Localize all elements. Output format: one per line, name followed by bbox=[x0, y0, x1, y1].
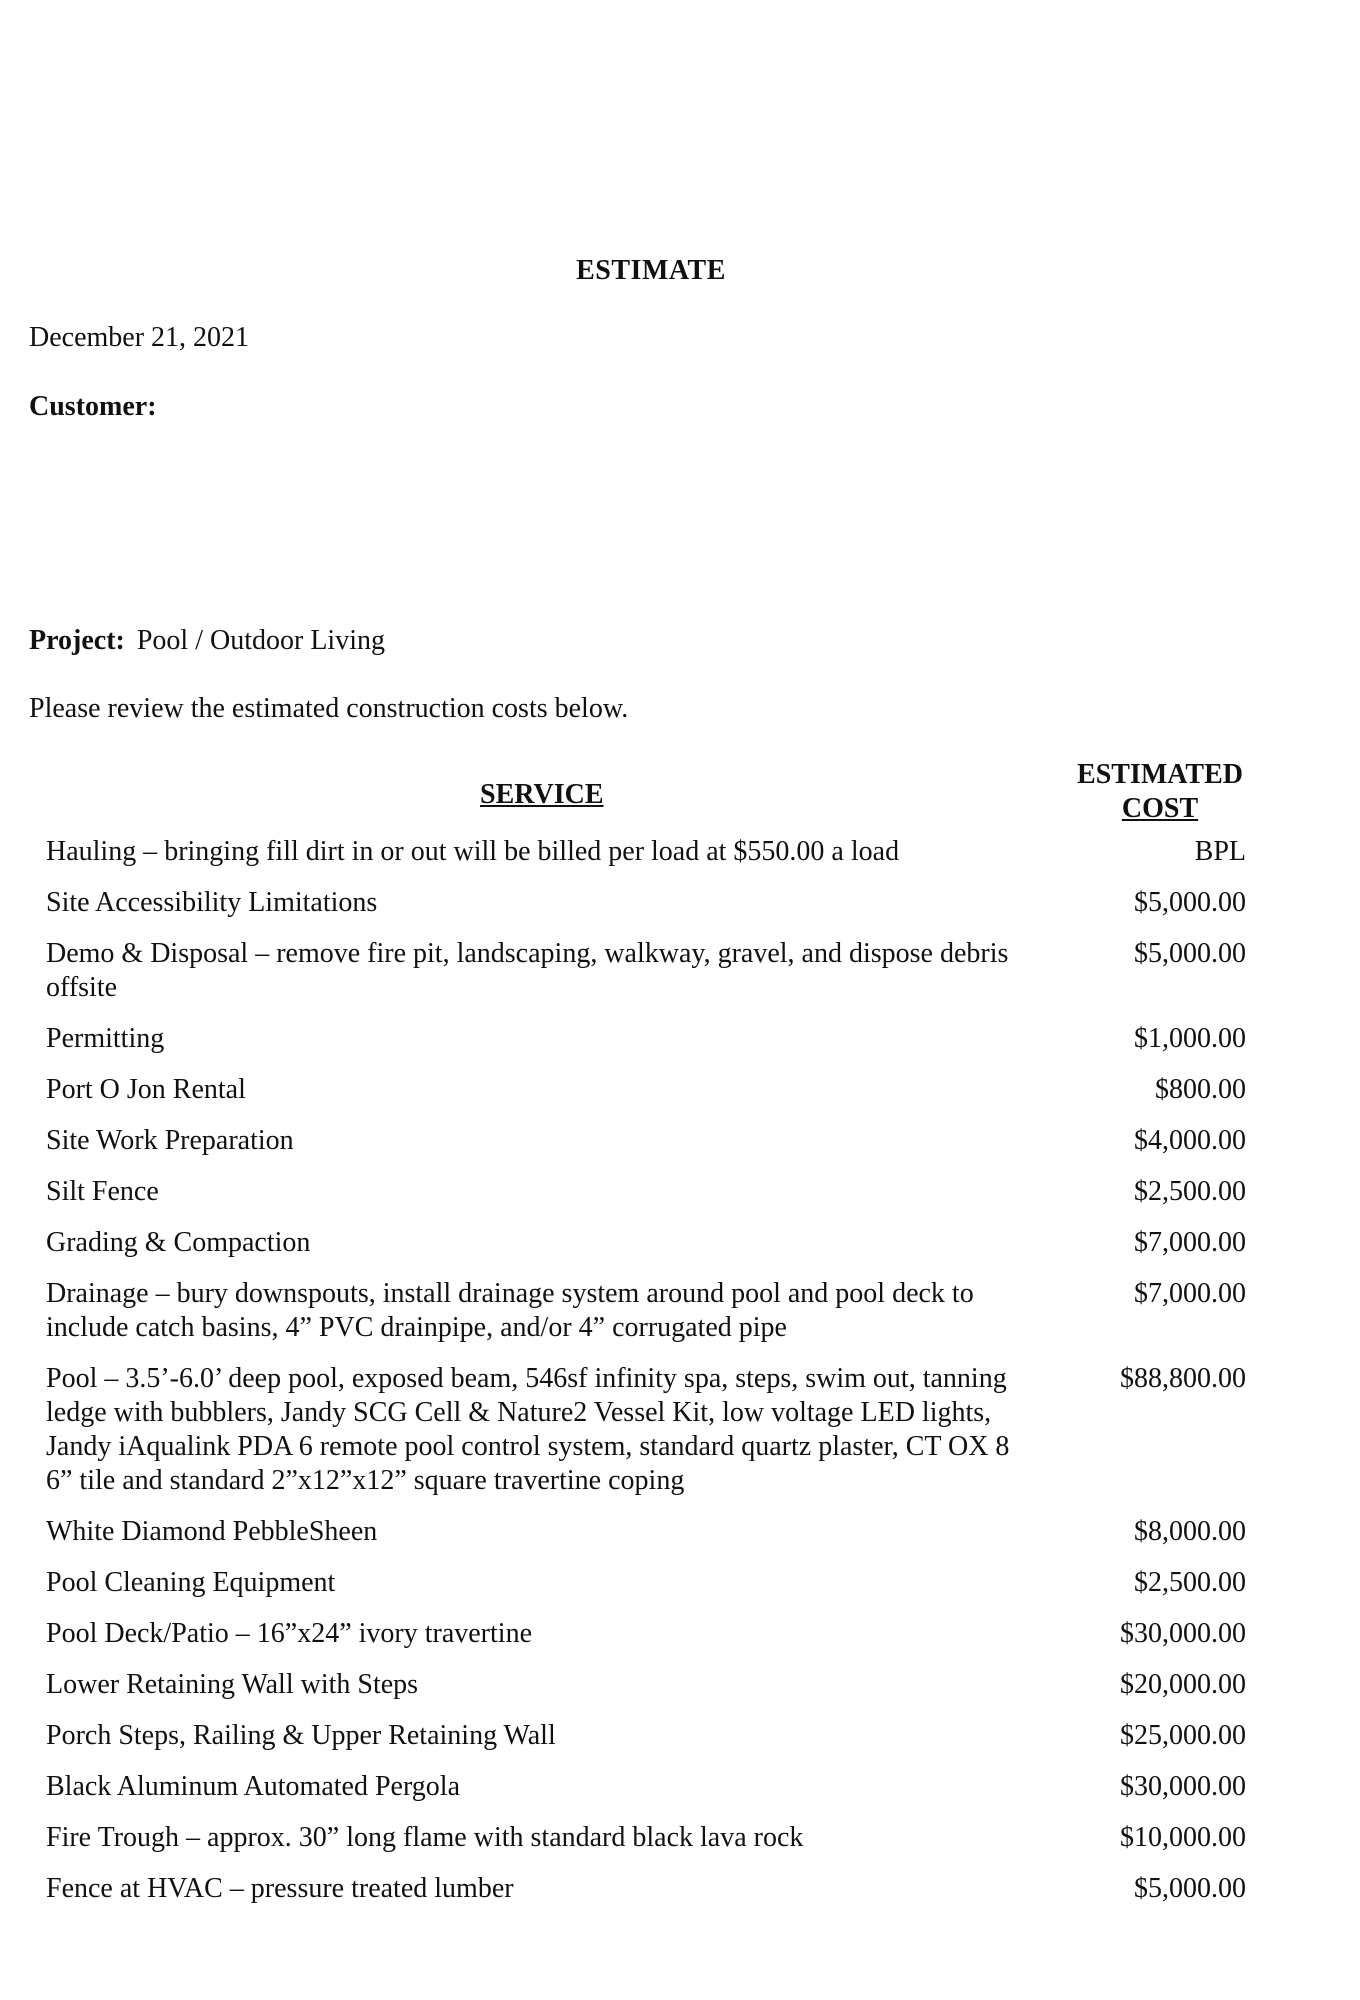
service-cost: $2,500.00 bbox=[1134, 1176, 1246, 1207]
service-description: Grading & Compaction bbox=[46, 1227, 311, 1258]
service-cost: $30,000.00 bbox=[1120, 1618, 1246, 1649]
table-row bbox=[46, 1226, 1246, 1260]
service-cost: $5,000.00 bbox=[1134, 1873, 1246, 1904]
service-description: Hauling – bringing fill dirt in or out will be billed per load at $550.00 a load bbox=[46, 836, 900, 867]
service-cost: $30,000.00 bbox=[1120, 1771, 1246, 1802]
service-cost: BPL bbox=[1194, 836, 1246, 867]
service-description: Site Work Preparation bbox=[46, 1125, 294, 1156]
table-row bbox=[46, 1668, 1246, 1702]
project-label: Project: bbox=[29, 625, 125, 656]
service-cost: $8,000.00 bbox=[1134, 1516, 1246, 1547]
cost-header-line2: COST bbox=[1121, 793, 1199, 824]
table-row bbox=[46, 1617, 1246, 1651]
table-row bbox=[46, 1515, 1246, 1549]
table-row bbox=[46, 1566, 1246, 1600]
cost-header-line1: ESTIMATED bbox=[1077, 759, 1243, 790]
service-column-header: SERVICE bbox=[480, 779, 604, 810]
service-cost: $5,000.00 bbox=[1134, 938, 1246, 969]
estimate-table bbox=[46, 835, 1246, 1906]
table-row bbox=[46, 1073, 1246, 1107]
service-description: Silt Fence bbox=[46, 1176, 159, 1207]
service-cost: $20,000.00 bbox=[1120, 1669, 1246, 1700]
service-cost: $7,000.00 bbox=[1134, 1227, 1246, 1258]
service-description: Permitting bbox=[46, 1023, 165, 1054]
service-description: Fence at HVAC – pressure treated lumber bbox=[46, 1873, 514, 1904]
service-description: Pool – 3.5’-6.0’ deep pool, exposed beam, 546sf infinity spa, steps, swim out, tanning ledge with bubblers, Jandy SCG Cell & Nature2 Vessel Kit, low voltage LED lights, Jandy iAqualink PDA 6 remote pool control system, standard quartz plaster, CT OX 8 6” tile and standard 2”x12”x12” square travertine coping bbox=[46, 1363, 1010, 1496]
service-description: Demo & Disposal – remove fire pit, landscaping, walkway, gravel, and dispose debris offsite bbox=[46, 938, 1009, 1003]
table-row bbox=[46, 1821, 1246, 1855]
table-row bbox=[46, 1277, 1246, 1345]
service-description: Fire Trough – approx. 30” long flame with standard black lava rock bbox=[46, 1822, 804, 1853]
service-cost: $7,000.00 bbox=[1134, 1278, 1246, 1309]
service-cost: $4,000.00 bbox=[1134, 1125, 1246, 1156]
service-description: Pool Cleaning Equipment bbox=[46, 1567, 336, 1598]
service-description: Lower Retaining Wall with Steps bbox=[46, 1669, 419, 1700]
table-row bbox=[46, 1022, 1246, 1056]
table-row bbox=[46, 835, 1246, 869]
table-row bbox=[46, 1719, 1246, 1753]
service-description: Port O Jon Rental bbox=[46, 1074, 246, 1105]
service-description: Drainage – bury downspouts, install drainage system around pool and pool deck to include catch basins, 4” PVC drainpipe, and/or 4” corrugated pipe bbox=[46, 1278, 974, 1343]
table-row bbox=[46, 1124, 1246, 1158]
service-description: White Diamond PebbleSheen bbox=[46, 1516, 378, 1547]
service-cost: $25,000.00 bbox=[1120, 1720, 1246, 1751]
service-cost: $1,000.00 bbox=[1134, 1023, 1246, 1054]
service-cost: $2,500.00 bbox=[1134, 1567, 1246, 1598]
service-cost: $10,000.00 bbox=[1120, 1822, 1246, 1853]
table-row bbox=[46, 1362, 1246, 1498]
service-cost: $5,000.00 bbox=[1134, 887, 1246, 918]
estimate-date: December 21, 2021 bbox=[29, 322, 250, 353]
table-row bbox=[46, 886, 1246, 920]
table-row bbox=[46, 1872, 1246, 1906]
table-row bbox=[46, 1175, 1246, 1209]
project-line bbox=[29, 625, 385, 657]
service-description: Pool Deck/Patio – 16”x24” ivory travertine bbox=[46, 1618, 532, 1649]
table-row bbox=[46, 1770, 1246, 1804]
table-row bbox=[46, 937, 1246, 1005]
service-description: Black Aluminum Automated Pergola bbox=[46, 1771, 460, 1802]
cost-column-header bbox=[1060, 758, 1260, 826]
document-title: ESTIMATE bbox=[576, 255, 726, 286]
service-description: Site Accessibility Limitations bbox=[46, 887, 378, 918]
intro-text: Please review the estimated construction costs below. bbox=[29, 693, 629, 724]
service-cost: $88,800.00 bbox=[1120, 1363, 1246, 1394]
customer-label: Customer: bbox=[29, 391, 157, 422]
service-cost: $800.00 bbox=[1155, 1074, 1246, 1105]
project-value: Pool / Outdoor Living bbox=[136, 625, 385, 656]
service-description: Porch Steps, Railing & Upper Retaining Wall bbox=[46, 1720, 556, 1751]
